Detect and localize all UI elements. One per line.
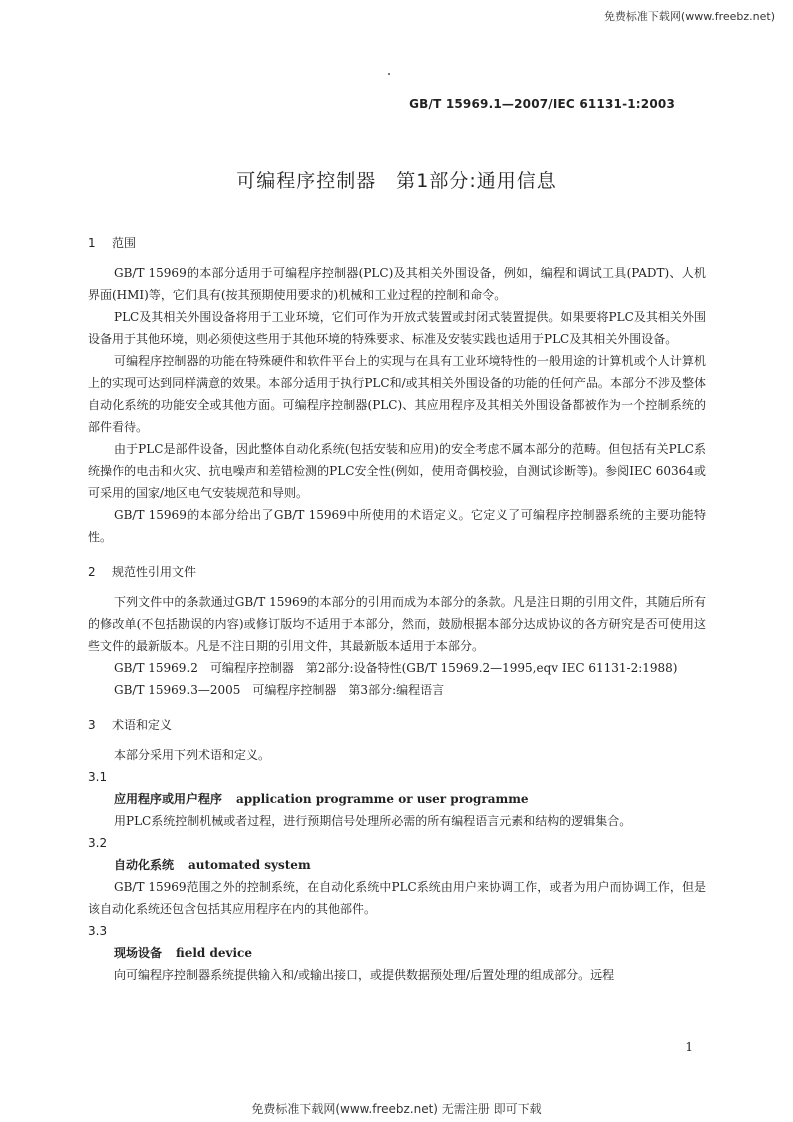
document-body xyxy=(88,232,706,986)
bottom-banner: 免费标准下载网(www.freebz.net) 无需注册 即可下载 xyxy=(251,1102,542,1116)
section-2-title: 规范性引用文件 xyxy=(112,565,197,579)
page-number: 1 xyxy=(685,1040,693,1054)
header-dot xyxy=(388,73,390,75)
term-name-en: automated system xyxy=(188,858,311,872)
section-1-paragraph: GB/T 15969的本部分适用于可编程序控制器(PLC)及其相关外围设备，例如，编程和调试工具(PADT)、人机界面(HMI)等，它们具有(按其预期使用要求的)机械和工业过程的控制和命令。 xyxy=(88,266,706,302)
term-name-en: application programme or user programme xyxy=(236,792,529,806)
term-name xyxy=(88,788,706,810)
section-3-number: 3 xyxy=(88,718,96,732)
term-name-zh: 现场设备 xyxy=(114,946,163,960)
term-definition: 向可编程序控制器系统提供输入和/或输出接口，或提供数据预处理/后置处理的组成部分。远程 xyxy=(114,968,615,982)
document-title: 可编程序控制器 第1部分:通用信息 xyxy=(236,170,557,192)
section-1-number: 1 xyxy=(88,236,96,250)
term-definition: 用PLC系统控制机械或者过程，进行预期信号处理所必需的所有编程语言元素和结构的逻辑集合。 xyxy=(114,814,632,828)
section-1-title: 范围 xyxy=(112,236,137,250)
standard-number: GB/T 15969.1—2007/IEC 61131-1:2003 xyxy=(409,97,675,111)
section-2-number: 2 xyxy=(88,565,96,579)
normative-reference: GB/T 15969.3—2005 可编程序控制器 第3部分:编程语言 xyxy=(114,683,445,697)
term-name xyxy=(88,942,706,964)
section-1-paragraph: 可编程序控制器的功能在特殊硬件和软件平台上的实现与在具有工业环境特性的一般用途的计算机或个人计算机上的实现可达到同样满意的效果。本部分适用于执行PLC和/或其相关外围设备的功能的任何产品。本部分不涉及整体自动化系统的功能安全或其他方面。可编程序控制器(PLC)、其应用程序及其相关外围设备都被作为一个控制系统的部件看待。 xyxy=(88,354,706,434)
term-number: 3.3 xyxy=(88,924,108,938)
section-3-heading xyxy=(88,714,706,736)
term-number: 3.2 xyxy=(88,836,108,850)
term-name-en: field device xyxy=(176,946,252,960)
section-1-paragraph: GB/T 15969的本部分给出了GB/T 15969中所使用的术语定义。它定义了可编程序控制器系统的主要功能特性。 xyxy=(88,508,706,544)
top-banner: 免费标准下载网(www.freebz.net) xyxy=(603,10,775,23)
section-3-title: 术语和定义 xyxy=(112,718,173,732)
section-2-heading xyxy=(88,561,706,583)
term-name-zh: 应用程序或用户程序 xyxy=(114,792,223,806)
term-name-zh: 自动化系统 xyxy=(114,858,175,872)
section-1-paragraph: PLC及其相关外围设备将用于工业环境，它们可作为开放式装置或封闭式装置提供。如果要将PLC及其相关外围设备用于其他环境，则必须使这些用于其他环境的特殊要求、标准及安装实践也适用于PLC及其相关外围设备。 xyxy=(88,310,706,346)
term-definition: GB/T 15969范围之外的控制系统，在自动化系统中PLC系统由用户来协调工作，或者为用户而协调工作，但是该自动化系统还包含包括其应用程序在内的其他部件。 xyxy=(88,880,706,916)
normative-reference: GB/T 15969.2 可编程序控制器 第2部分:设备特性(GB/T 15969.2—1995,eqv IEC 61131-2:1988) xyxy=(114,661,678,675)
term-number: 3.1 xyxy=(88,770,108,784)
term-name xyxy=(88,854,706,876)
section-2-intro: 下列文件中的条款通过GB/T 15969的本部分的引用而成为本部分的条款。凡是注日期的引用文件，其随后所有的修改单(不包括勘误的内容)或修订版均不适用于本部分，然而，鼓励根据本部分达成协议的各方研究是否可使用这些文件的最新版本。凡是不注日期的引用文件，其最新版本适用于本部分。 xyxy=(88,595,706,653)
section-1-paragraph: 由于PLC是部件设备，因此整体自动化系统(包括安装和应用)的安全考虑不属本部分的范畴。但包括有关PLC系统操作的电击和火灾、抗电噪声和差错检测的PLC安全性(例如，使用奇偶校验，自测试诊断等)。参阅IEC 60364或可采用的国家/地区电气安装规范和导则。 xyxy=(88,442,706,500)
section-3-intro: 本部分采用下列术语和定义。 xyxy=(114,748,271,762)
section-1-heading xyxy=(88,232,706,254)
